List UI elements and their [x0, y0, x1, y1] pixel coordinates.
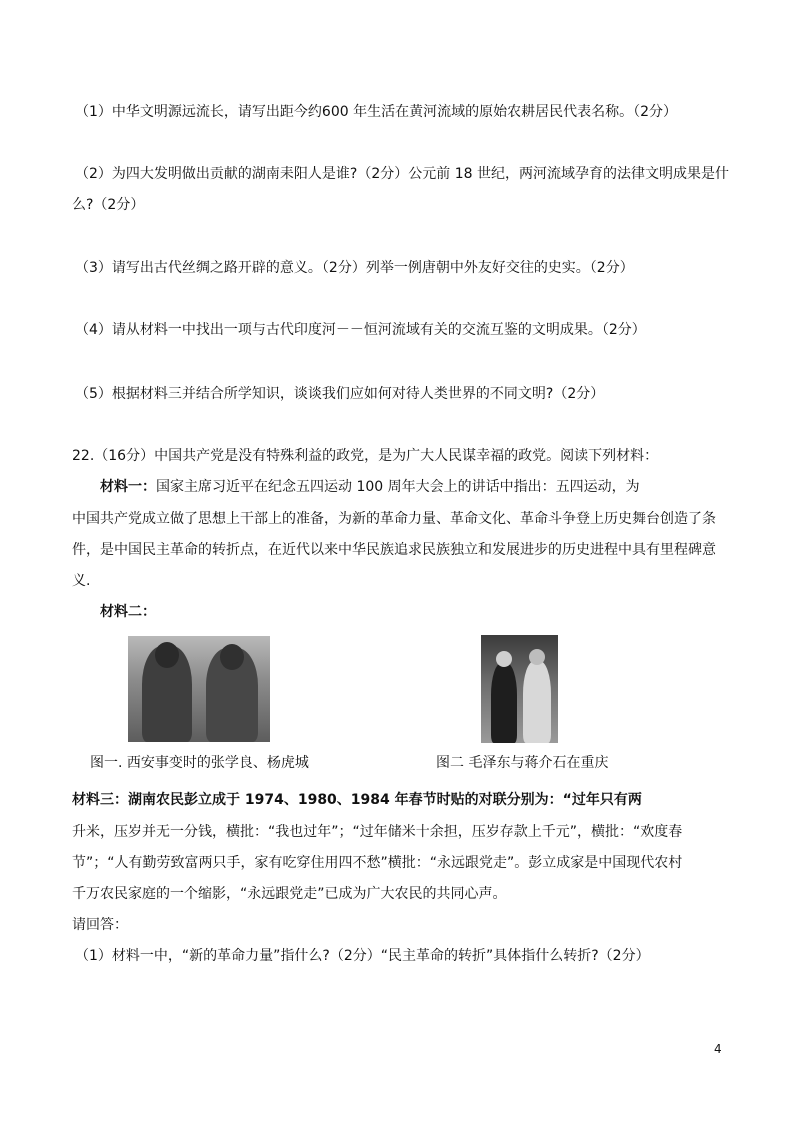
material-1-line-3: 件，是中国民主革命的转折点，在近代以来中华民族追求民族独立和发展进步的历史进程中具有里程碑意	[72, 542, 716, 558]
question-21-part-3: （3）请写出古代丝绸之路开辟的意义。（2分）列举一例唐朝中外友好交往的史实。（2分）	[75, 260, 634, 276]
material-1-label: 材料一：	[100, 479, 156, 495]
material-3-label: 材料三：	[72, 792, 128, 808]
figure-1-photo	[128, 636, 270, 742]
material-3-line-3: 节”；“人有勤劳致富两只手，家有吃穿住用四不愁”横批：“永远跟党走”。彭立成家是中国现代农村	[72, 855, 683, 871]
material-2-label: 材料二：	[100, 604, 156, 620]
figure-2-photo	[481, 635, 558, 743]
question-21-part-2-line-2: 么?（2分）	[72, 197, 145, 213]
material-1-line-1	[100, 477, 640, 497]
material-3-line-1	[72, 790, 642, 810]
question-21-part-1: （1）中华文明源远流长，请写出距今约600 年生活在黄河流域的原始农耕居民代表名称。（2分）	[75, 104, 677, 120]
figure-1-caption: 图一. 西安事变时的张学良、杨虎城	[90, 755, 309, 771]
material-3-text: 湖南农民彭立成于 1974、1980、1984 年春节时贴的对联分别为：“过年只有两	[128, 792, 642, 808]
material-1-text: 国家主席习近平在纪念五四运动 100 周年大会上的讲话中指出：五四运动，为	[156, 479, 640, 495]
figure-2-caption: 图二 毛泽东与蒋介石在重庆	[436, 755, 609, 771]
question-21-part-4: （4）请从材料一中找出一项与古代印度河－－恒河流域有关的交流互鉴的文明成果。（2分）	[75, 322, 646, 338]
question-22-part-1: （1）材料一中，“新的革命力量”指什么?（2分）“民主革命的转折”具体指什么转折?（2分）	[75, 948, 650, 964]
material-1-line-2: 中国共产党成立做了思想上干部上的准备，为新的革命力量、革命文化、革命斗争登上历史舞台创造了条	[72, 511, 716, 527]
page-number: 4	[714, 1042, 722, 1056]
material-1-line-4: 义.	[72, 573, 91, 589]
question-21-part-2-line-1: （2）为四大发明做出贡献的湖南耒阳人是谁?（2分）公元前 18 世纪，两河流域孕育的法律文明成果是什	[75, 166, 729, 182]
question-22-intro: 22.（16分）中国共产党是没有特殊利益的政党，是为广大人民谋幸福的政党。阅读下列材料：	[72, 448, 659, 464]
answer-prompt: 请回答：	[72, 917, 128, 933]
material-3-line-2: 升米，压岁并无一分钱，横批：“我也过年”；“过年储米十余担，压岁存款上千元”，横批：“欢度春	[72, 824, 683, 840]
question-21-part-5: （5）根据材料三并结合所学知识，谈谈我们应如何对待人类世界的不同文明?（2分）	[75, 386, 605, 402]
material-3-line-4: 千万农民家庭的一个缩影，“永远跟党走”已成为广大农民的共同心声。	[72, 886, 507, 902]
